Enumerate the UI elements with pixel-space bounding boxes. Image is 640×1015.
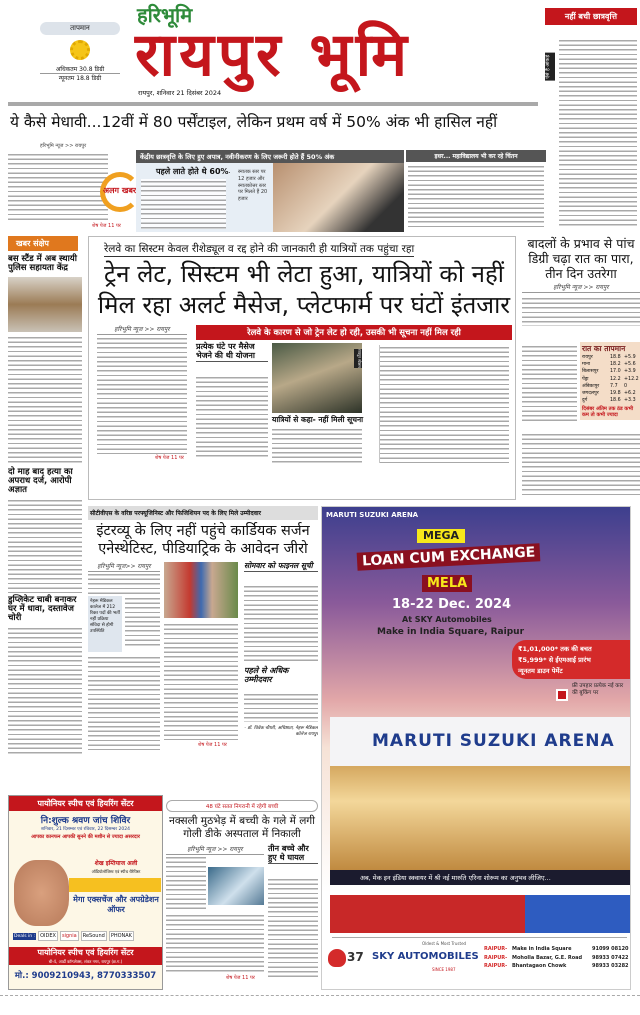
lead-byline: हरिभूमि न्यूज >> रायपुर [40, 143, 87, 149]
temp-value: 18.2 [610, 362, 621, 368]
camp-dates: शनिवार, 21 दिसम्बर एवं रविवार, 22 दिसम्बर 2024 [41, 827, 130, 832]
branch-row [484, 954, 631, 963]
branch-address: Moholla Bazar, G.E. Road [512, 954, 583, 961]
ctvs-body-2 [125, 596, 160, 646]
ctvs-quote-by: - डॉ. विवेक चौधरी, अधिष्ठाता, नेहरू मेडिकल कॉलेज रायपुर [244, 726, 318, 738]
lead-banner: केंद्रीय छात्रवृत्ति के लिए हुए अपात्र, नवीनीकरण के लिए जरूरी होते हैं 50% अंक [136, 150, 404, 163]
hearing-ad[interactable] [8, 795, 163, 990]
sidebar-title: नहीं बची छात्रवृत्ति [545, 8, 637, 25]
ctvs-side-head-2: पहले से अधिक उम्मीदवार [244, 666, 289, 685]
naxal-headline: नक्सली मुठभेड़ में बच्ची के गले में लगी गोली डीके अस्पताल में निकाली [169, 815, 315, 841]
brand-logo: OIDEX [40, 933, 56, 939]
branch-address: Make in India Square [512, 946, 572, 952]
maruti-logo-top: MARUTI SUZUKI ARENA [326, 511, 419, 519]
offer-1: ₹1,01,000* तक की बचत [518, 645, 592, 653]
temp-city: अंबिकापुर [582, 383, 600, 389]
sun-icon [70, 40, 90, 60]
brief-headline-3: डुप्लिकेट चाबी बनाकर घर में धावा, दस्तावेज चोरी [8, 594, 77, 624]
branch-city: RAIPUR- [484, 946, 508, 952]
brand-logo: signia [61, 933, 77, 939]
doctor-role: ऑडियोलॉजिस्ट एवं स्पीच थैरेपिस्ट [91, 869, 141, 874]
naxal-story [166, 800, 318, 990]
naxal-side-body [268, 877, 318, 977]
ear-photo [14, 860, 69, 926]
branch-phone[interactable]: 98933 07422 [592, 954, 629, 961]
offers-box [512, 640, 631, 679]
ctvs-byline: हरिभूमि न्यूज>> रायपुर [88, 562, 160, 572]
scholarship-sidebar [545, 8, 637, 236]
branch-city: RAIPUR- [484, 954, 508, 961]
brand-logo: PHONAK [110, 933, 132, 939]
camp-slogan: आपका कानफन आपकी सुनने की मशीन से ज्यादा असरदार [31, 834, 140, 840]
brief-body-1 [8, 335, 82, 465]
offer-2: ₹5,999* से ईएमआई प्रारंभ [518, 656, 591, 664]
brand-logo: ReSound [82, 933, 105, 939]
temp-change: +5.9 [624, 355, 636, 360]
brief-body-2 [8, 498, 82, 593]
temp-city: पेंड्रा [582, 376, 589, 382]
photo-tag: रायपुर स्टेशन [354, 349, 362, 368]
sidebar-body [559, 38, 637, 228]
hearing-title: पायोनियर स्पीच एवं हियरिंग सेंटर [9, 796, 162, 811]
weather-headline: बादलों के प्रभाव से पांच डिग्री चढ़ा रात का पारा, तीन दिन उतरेगा [527, 236, 635, 281]
dateline: रायपुर, शनिवार 21 दिसंबर 2024 [138, 89, 222, 97]
lead-bullet: • स्नातक स्तर पर 12 हजार और स्नातकोत्तर स्तर पर मिलते हैं 20 हजार [238, 169, 270, 203]
naxal-continued: शेष पेज 11 पर [226, 975, 255, 982]
anniversary-years: 37 [347, 950, 364, 964]
rail-byline: हरिभूमि न्यूज >> रायपुर [97, 325, 187, 335]
temp-row [582, 390, 638, 397]
temp-change: +5.6 [624, 362, 636, 368]
maruti-ad[interactable] [321, 506, 631, 990]
ctvs-kicker: सीटीवीएस के वरिष्ठ परफ्यूजिनिस्ट और फिजिशियन पद के लिए मिले उम्मीदवार [88, 506, 318, 520]
temp-city: रायपुर [582, 355, 593, 360]
weather-note: दिसंबर अंतिम तक ठंड कभी कम तो कभी ज्यादा [582, 406, 634, 419]
badge-label: अलग खबर [103, 186, 137, 195]
branch-address: Bhantagaon Chowk [512, 963, 567, 969]
ad-tagline: अब, मेक इन इंडिया स्क्वायर में श्री नई मारुति एरिना शोरूम का अनुभव लीजिए... [330, 870, 630, 885]
rail-lower [97, 325, 511, 499]
brand-strip [13, 931, 160, 941]
temp-value: 19.8 [610, 390, 621, 396]
branch-list [484, 945, 631, 971]
mega-label: MEGA [417, 529, 465, 543]
masthead-rule [8, 102, 538, 106]
temp-value: 7.7 [610, 383, 618, 389]
weather-body [522, 296, 640, 326]
temp-value: 17.0 [610, 369, 621, 375]
hearing-address: बी-4, आर्डी कॉम्प्लेक्स, शंकर नगर, रायपुर (छ.ग.) [9, 959, 162, 965]
ctvs-lower [88, 562, 318, 758]
temp-row [582, 397, 638, 404]
edition-title: रायपुर भूमि [135, 20, 411, 90]
showroom-sign: MARUTI SUZUKI ARENA [372, 731, 615, 751]
offer-3: न्यूनतम डाउन पेमेंट [518, 667, 563, 675]
mela-dates: 18-22 Dec. 2024 [392, 597, 512, 612]
naxal-lower [166, 845, 318, 990]
brief-body-3 [8, 626, 82, 756]
ctvs-story [88, 506, 318, 758]
night-temp-table [580, 342, 640, 420]
rail-caption-head: यात्रियों से कहा- नहीं मिली सूचना [272, 415, 364, 425]
brief-label: खबर संक्षेप [8, 236, 78, 251]
ctvs-body-3 [88, 655, 160, 750]
branch-phone[interactable]: 91099 08120 [592, 946, 629, 952]
train-photo [272, 343, 362, 413]
temp-city: दुर्ग [582, 398, 588, 404]
lead-box-text [141, 179, 226, 229]
ctvs-body [88, 572, 160, 594]
brand-logo: हरिभूमि [137, 3, 193, 27]
gift-icon [556, 689, 568, 701]
rail-continued: शेष पेज 11 पर [155, 455, 184, 462]
hearing-phone[interactable]: मो.: 9009210943, 8770333507 [14, 971, 157, 981]
brief-headline-2: दो माह बाद हत्या का अपराध दर्ज, आरोपी अज्ञात [8, 466, 73, 496]
lead-headline: ये कैसे मेधावी...12वीं में 80 पर्सेंटाइल, लेकिन प्रथम वर्ष में 50% अंक भी हासिल नहीं [10, 113, 498, 131]
exchange-offer: मेगा एक्सचेंज और अपग्रेडेशन ऑफर [73, 895, 159, 914]
temp-city: माना [582, 362, 591, 368]
hospital-photo [164, 562, 238, 618]
ctvs-side-head: सोमवार को फाइनल सूची [244, 562, 318, 571]
temperature-label: तापमान [40, 22, 120, 35]
branch-phone[interactable]: 98933 03282 [592, 963, 629, 969]
branch-row [484, 945, 631, 954]
temp-row [582, 368, 638, 375]
temp-value: 18.6 [610, 398, 621, 404]
temp-change: +6.2 [624, 390, 636, 396]
hearing-aid-strip [69, 878, 161, 892]
weather-body-3 [522, 432, 640, 496]
temp-row [582, 376, 638, 383]
weather-byline: हरिभूमि न्यूज >> रायपुर [522, 283, 640, 293]
mela-at: At SKY Automobiles [402, 615, 492, 624]
rail-subhead: प्रत्येक घंटे पर मैसेज भेजने की थी योजना [196, 343, 268, 362]
naxal-kicker: 48 घंटे सतत निगरानी में रहेगी बच्ची [166, 800, 318, 812]
temp-row [582, 383, 638, 390]
mela-place: Make in India Square, Raipur [377, 627, 525, 637]
temp-row [582, 354, 638, 361]
weather-body-2 [522, 344, 577, 424]
camp-title: नि:शुल्क श्रवण जांच शिविर [40, 816, 131, 826]
lead-continued: शेष पेज 11 पर [92, 223, 121, 229]
side-banner: इधर... महाविद्यालय भी कर रहे चिंतन [406, 150, 546, 162]
lead-bullets [230, 169, 270, 203]
rail-bullets [379, 345, 509, 463]
rail-redbar: रेलवे के कारण से जो ट्रेन लेट हो रही, उसकी भी सूचना नहीं मिल रही [196, 325, 512, 340]
dealer-since: SINCE 1987 [432, 967, 456, 972]
temp-value: 12.2 [610, 376, 621, 382]
temp-change: +12.2 [624, 376, 639, 382]
naxal-side-head: तीन बच्चे और हुए थे घायल [268, 845, 318, 864]
railway-story [88, 236, 516, 500]
cars-lineup [330, 895, 630, 933]
temp-row [582, 361, 638, 368]
lead-subhead: पहले लाते होते थे 60% [156, 167, 229, 176]
dealer-tag: Oldest & Most Trusted [422, 941, 467, 946]
alag-khabar-badge [100, 172, 140, 212]
rail-caption-body [272, 427, 362, 463]
temp-value: 18.8 [610, 355, 621, 360]
ctvs-headline: इंटरव्यू के लिए नहीं पहुंचे कार्डियक सर्जन एनेस्थेटिस्ट, पीडियाट्रिक के आवेदन जीरो [96, 523, 310, 558]
police-photo [8, 277, 82, 332]
min-temperature: न्यूनतम 18.8 डिग्री [58, 75, 102, 82]
sidebar-tag: ऐसे है आंकड़े [545, 53, 555, 81]
naxal-body [166, 855, 206, 911]
weather-story [522, 236, 640, 501]
rail-headline: ट्रेन लेट, सिस्टम भी लेटा हुआ, यात्रियों को नहीं मिल रहा अलर्ट मैसेज, प्लेटफार्म पर घंटों इंतजार [97, 260, 511, 320]
ctvs-continued: शेष पेज 11 पर [198, 742, 227, 749]
ad-divider [332, 937, 627, 938]
doctor-name: शेख इम्तियाज अली [94, 860, 138, 867]
rail-sub-body [196, 375, 268, 460]
brief-headline-1: बस स्टैंड में अब स्थायी पुलिस सहायता केंद्र [8, 254, 77, 274]
temp-city: जगदलपुर [582, 390, 599, 396]
temperature-widget [40, 22, 120, 92]
mela-label: MELA [422, 575, 472, 592]
rail-kicker: रेलवे का सिस्टम केवल रीशेड्यूल व रद्द होने की जानकारी ही यात्रियों तक पहुंचा रहा [104, 243, 415, 255]
temp-city: बिलासपुर [582, 369, 599, 375]
graduation-photo [273, 163, 404, 232]
naxal-byline: हरिभूमि न्यूज >> रायपुर [166, 845, 264, 855]
lead-body [8, 152, 108, 220]
table-title: रात का तापमान [582, 344, 626, 353]
temp-change: 0 [624, 383, 628, 389]
dealer-name: SKY AUTOMOBILES [372, 951, 479, 962]
ctvs-pull: नेहरू मेडिकल कालेज में 212 रिक्त पदों की भर्ती नहीं प्रक्रिया संविदा से होगी उपस्थिति [88, 596, 122, 652]
naxal-body-2 [166, 913, 264, 973]
side-body [408, 164, 544, 230]
showroom-image [330, 717, 630, 870]
brief-column [8, 236, 82, 756]
page-bottom-rule [0, 995, 640, 996]
loan-title: LOAN CUM EXCHANGE [357, 543, 541, 571]
branch-row [484, 962, 631, 971]
lead-box [136, 163, 404, 232]
surgery-photo [208, 867, 264, 905]
temp-change: +3.3 [624, 398, 636, 404]
hearing-title-footer: पायोनियर स्पीच एवं हियरिंग सेंटर [9, 947, 162, 959]
rail-body [97, 336, 187, 454]
gift-text: फ्री उपहार प्रत्येक नई कार की बुकिंग पर [572, 683, 624, 696]
max-temperature: अधिकतम 30.8 डिग्री [40, 65, 120, 74]
ctvs-body-4 [164, 622, 238, 740]
deals-label: Deals in : [14, 933, 36, 939]
temp-change: +3.9 [624, 369, 636, 375]
anniversary-heart-icon [328, 949, 346, 967]
ctvs-side-body-2 [244, 692, 318, 722]
ctvs-side-body [244, 584, 318, 664]
branch-city: RAIPUR- [484, 963, 508, 969]
